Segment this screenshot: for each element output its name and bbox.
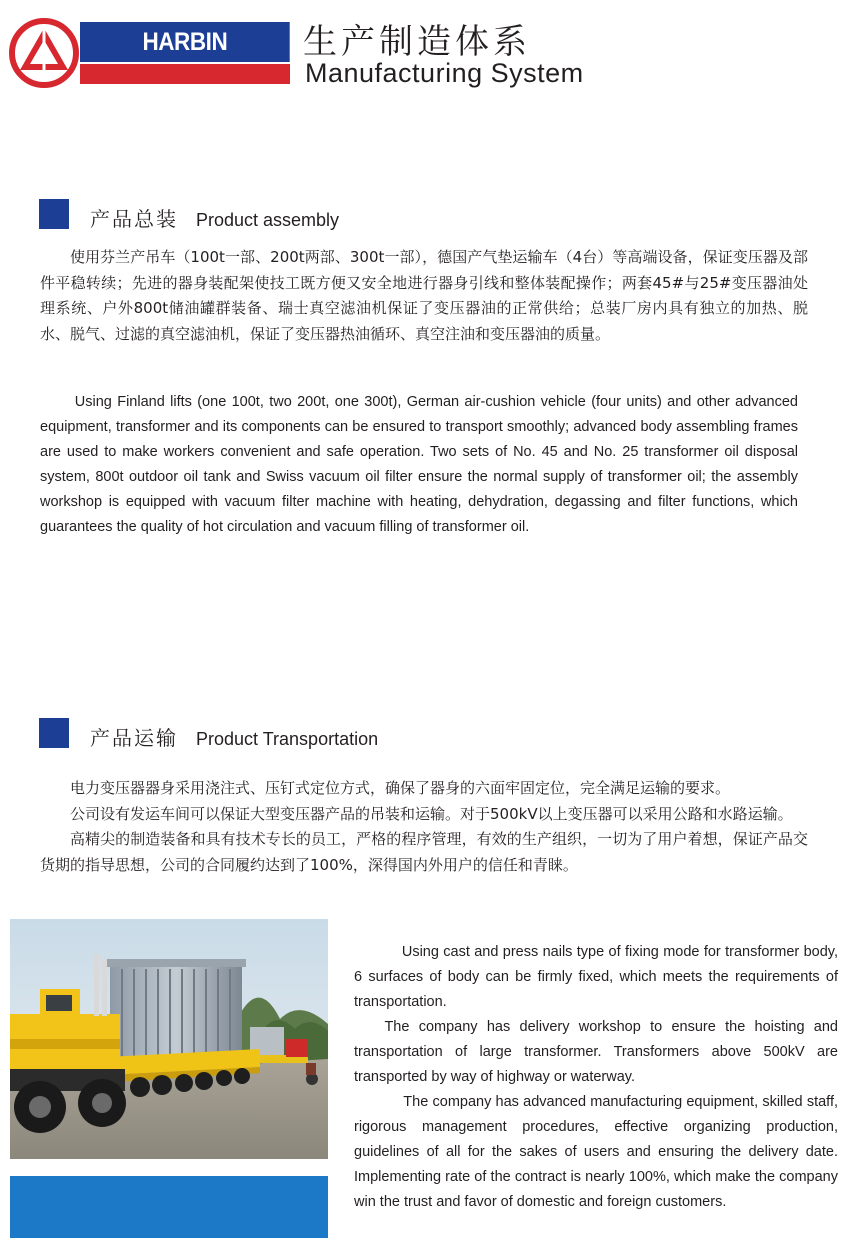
assembly-text-en [40,390,798,540]
page-title-en: Manufacturing System [305,58,584,88]
section-title-transportation [90,722,378,751]
paragraph: Using cast and press nails type of fixing mode for transformer body, 6 surfaces of body can be firmly fixed, which meets the requirements of transportation. [354,944,838,1010]
paragraph: The company has advanced manufacturing equipment, skilled staff, rigorous management procedures, effective organizing production, guidelines of all for the sakes of users and ensuring the delivery date. Implementing rate of the contract is nearly 100%, which make the company win the trust and favor of domestic and foreign customers. [354,1094,838,1210]
paragraph: 使用芬兰产吊车（100t一部、200t两部、300t一部），德国产气垫运输车（4台）等高端设备，保证变压器及部件平稳转续；先进的器身装配架使技工既方便又安全地进行器身引线和整体装配操作；两套45#与25#变压器油处理系统、户外800t储油罐群装备、瑞士真空滤油机保证了变压器油的正常供给；总装厂房内具有独立的加热、脱水、脱气、过滤的真空滤油机，保证了变压器热油循环、真空注油和变压器油的质量。 [40,248,808,343]
section-title-en: Product assembly [196,210,340,230]
transportation-text-cn [40,776,808,878]
page-title-cn: 生产制造体系 [303,22,531,62]
harbin-logo-icon [8,18,80,88]
section-title-cn: 产品总装 [90,207,178,231]
paragraph: 电力变压器器身采用浇注式、压钉式定位方式，确保了器身的六面牢固定位，完全满足运输的要求。 [70,779,731,797]
section-marker [39,199,69,229]
paragraph: 高精尖的制造装备和具有技术专长的员工，严格的程序管理，有效的生产组织，一切为了用户着想，保证产品交货期的指导思想，公司的合同履约达到了100%，深得国内外用户的信任和青睐。 [40,830,808,874]
section-title-assembly [90,203,339,232]
paragraph: 公司设有发运车间可以保证大型变压器产品的吊装和运输。对于500kV以上变压器可以采用公路和水路运输。 [70,804,793,823]
brand-red-stripe [80,64,290,84]
transformer-truck-photo [10,919,328,1159]
paragraph: Using Finland lifts (one 100t, two 200t, one 300t), German air-cushion vehicle (four units) and other advanced equipment, transformer and its components can be ensured to transport smoothly; advanced body assembling frames are used to make workers convenient and safe operation. Two sets of No. 45 and No. 25 transformer oil disposal system, 800t outdoor oil tank and Swiss vacuum oil filter ensure the normal supply of transformer oil; the assembly workshop is equipped with vacuum filter machine with heating, dehydration, degassing and filter functions, which guarantees the quality of hot circulation and vacuum filling of transformer oil. [40,394,798,535]
brand-name: HARBIN [80,22,290,62]
assembly-text-cn [40,245,808,347]
paragraph: The company has delivery workshop to ensure the hoisting and transportation of large transformer. Transformers above 500kV are transported by way of highway or waterway. [354,1019,838,1085]
section-marker [39,718,69,748]
blue-accent-band [10,1176,328,1238]
section-title-en: Product Transportation [196,729,379,749]
transportation-text-en [354,940,838,1215]
section-title-cn: 产品运输 [90,726,178,750]
